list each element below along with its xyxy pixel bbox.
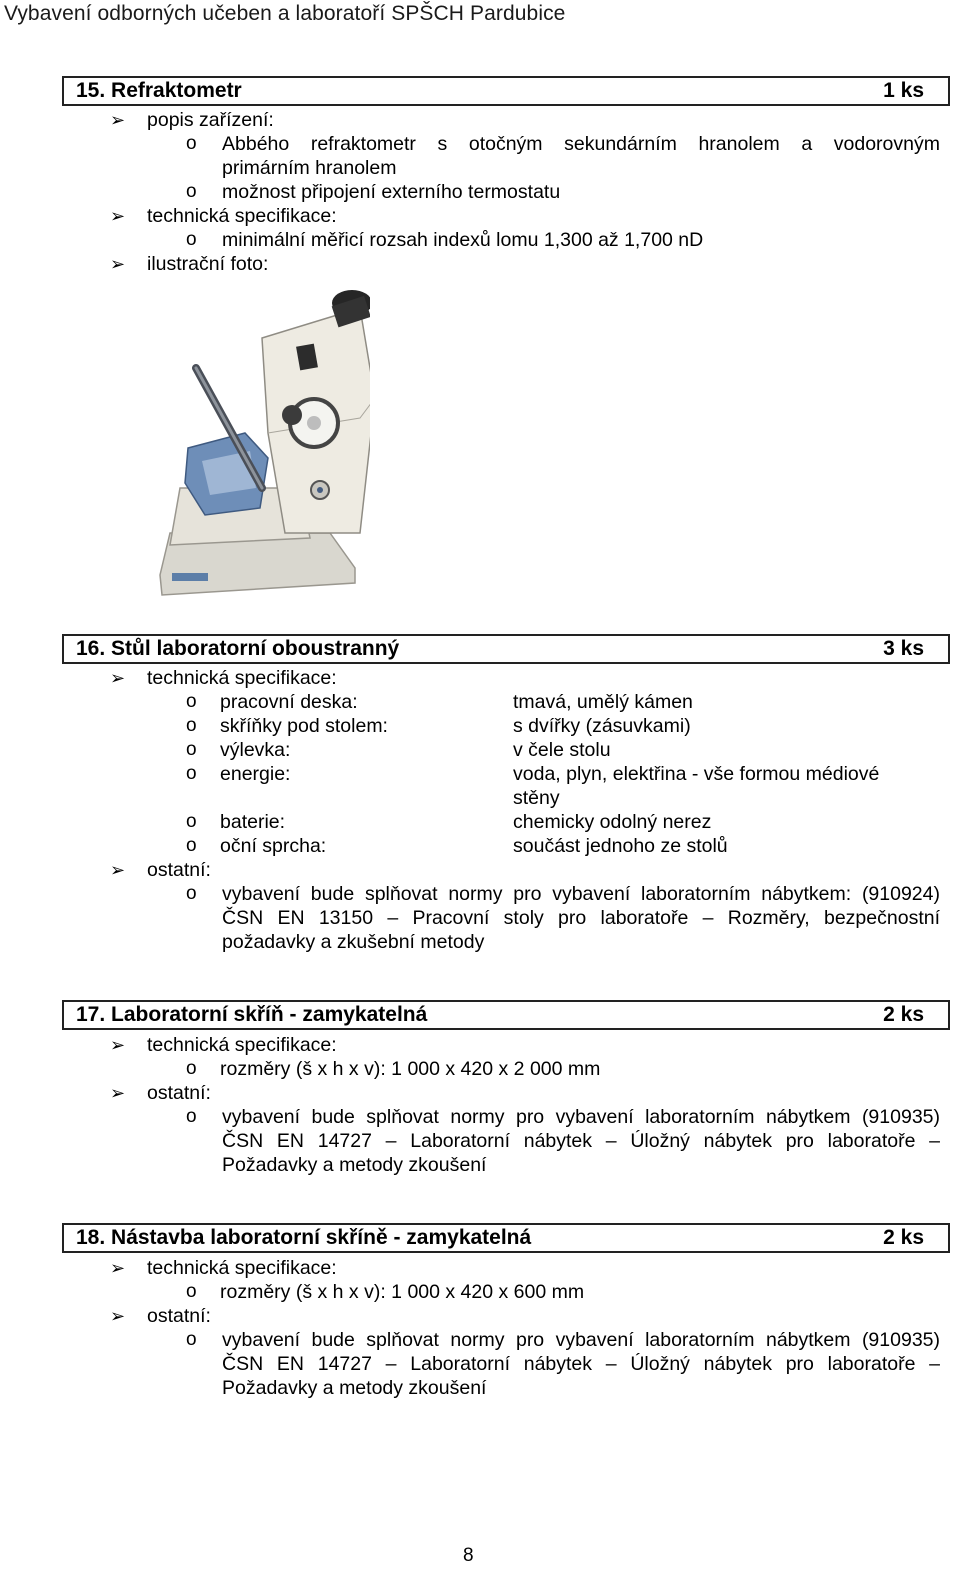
bullet-text: rozměry (š x h x v): 1 000 x 420 x 600 mm	[220, 1281, 585, 1303]
spec-value: chemicky odolný nerez	[513, 811, 712, 833]
circle-bullet-icon: o	[186, 811, 197, 832]
bullet-text: ČSN EN 14727 – Laboratorní nábytek – Úložný nábytek pro laboratoře –	[222, 1353, 940, 1375]
item-18-header	[62, 1223, 950, 1253]
item-quantity: 2 ks	[883, 1226, 924, 1249]
circle-bullet-icon: o	[186, 133, 197, 154]
section-label: technická specifikace:	[147, 1257, 337, 1279]
circle-bullet-icon: o	[186, 691, 197, 712]
arrow-bullet-icon: ➢	[110, 1306, 126, 1326]
spec-label: výlevka:	[220, 739, 291, 761]
section-label: ostatní:	[147, 859, 211, 881]
bullet-text: primárním hranolem	[222, 157, 397, 179]
item-quantity: 3 ks	[883, 637, 924, 660]
arrow-bullet-icon: ➢	[110, 1035, 126, 1055]
section-label: popis zařízení:	[147, 109, 274, 131]
circle-bullet-icon: o	[186, 1281, 197, 1302]
section-label: ilustrační foto:	[147, 253, 269, 275]
spec-label: baterie:	[220, 811, 286, 833]
section-label: technická specifikace:	[147, 205, 337, 227]
item-16-header	[62, 634, 950, 664]
bullet-text: požadavky a zkušební metody	[222, 931, 485, 953]
arrow-bullet-icon: ➢	[110, 110, 126, 130]
bullet-text: vybavení bude splňovat normy pro vybavení laboratorním nábytkem (910935)	[222, 1106, 940, 1128]
spec-value: s dvířky (zásuvkami)	[513, 715, 691, 737]
circle-bullet-icon: o	[186, 763, 197, 784]
circle-bullet-icon: o	[186, 181, 197, 202]
item-title: 17. Laboratorní skříň - zamykatelná	[76, 1003, 428, 1026]
spec-value: součást jednoho ze stolů	[513, 835, 728, 857]
bullet-text: Požadavky a metody zkoušení	[222, 1154, 487, 1176]
spec-value: tmavá, umělý kámen	[513, 691, 693, 713]
bullet-text: ČSN EN 13150 – Pracovní stoly pro laboratoře – Rozměry, bezpečnostní	[222, 907, 940, 929]
section-label: ostatní:	[147, 1305, 211, 1327]
circle-bullet-icon: o	[186, 835, 197, 856]
bullet-text: rozměry (š x h x v): 1 000 x 420 x 2 000 mm	[220, 1058, 601, 1080]
bullet-text: Abbého refraktometr s otočným sekundárním hranolem a vodorovným	[222, 133, 940, 155]
page-number: 8	[463, 1545, 474, 1566]
arrow-bullet-icon: ➢	[110, 1083, 126, 1103]
bullet-text: vybavení bude splňovat normy pro vybavení laboratorním nábytkem: (910924)	[222, 883, 940, 905]
circle-bullet-icon: o	[186, 229, 197, 250]
item-17-header	[62, 1000, 950, 1030]
item-quantity: 1 ks	[883, 79, 924, 102]
circle-bullet-icon: o	[186, 1058, 197, 1079]
item-15-header	[62, 76, 950, 106]
arrow-bullet-icon: ➢	[110, 1258, 126, 1278]
section-label: technická specifikace:	[147, 667, 337, 689]
refractometer-photo	[150, 283, 370, 601]
bullet-text: Požadavky a metody zkoušení	[222, 1377, 487, 1399]
circle-bullet-icon: o	[186, 715, 197, 736]
bullet-text: ČSN EN 14727 – Laboratorní nábytek – Úložný nábytek pro laboratoře –	[222, 1130, 940, 1152]
item-title: 16. Stůl laboratorní oboustranný	[76, 637, 400, 660]
spec-label: energie:	[220, 763, 291, 785]
item-quantity: 2 ks	[883, 1003, 924, 1026]
circle-bullet-icon: o	[186, 1329, 197, 1350]
spec-label: skříňky pod stolem:	[220, 715, 388, 737]
arrow-bullet-icon: ➢	[110, 860, 126, 880]
circle-bullet-icon: o	[186, 1106, 197, 1127]
bullet-text: možnost připojení externího termostatu	[222, 181, 561, 203]
spec-value: voda, plyn, elektřina - vše formou médiové	[513, 763, 880, 785]
item-title: 18. Nástavba laboratorní skříně - zamykatelná	[76, 1226, 532, 1249]
section-label: ostatní:	[147, 1082, 211, 1104]
page-header-title: Vybavení odborných učeben a laboratoří SPŠCH Pardubice	[4, 2, 566, 25]
section-label: technická specifikace:	[147, 1034, 337, 1056]
bullet-text: minimální měřicí rozsah indexů lomu 1,300 až 1,700 nD	[222, 229, 704, 251]
arrow-bullet-icon: ➢	[110, 668, 126, 688]
circle-bullet-icon: o	[186, 883, 197, 904]
spec-label: pracovní deska:	[220, 691, 358, 713]
bullet-text: vybavení bude splňovat normy pro vybavení laboratorním nábytkem (910935)	[222, 1329, 940, 1351]
spec-value: v čele stolu	[513, 739, 611, 761]
spec-value: stěny	[513, 787, 560, 809]
item-title: 15. Refraktometr	[76, 79, 242, 102]
arrow-bullet-icon: ➢	[110, 254, 126, 274]
circle-bullet-icon: o	[186, 739, 197, 760]
spec-label: oční sprcha:	[220, 835, 327, 857]
arrow-bullet-icon: ➢	[110, 206, 126, 226]
